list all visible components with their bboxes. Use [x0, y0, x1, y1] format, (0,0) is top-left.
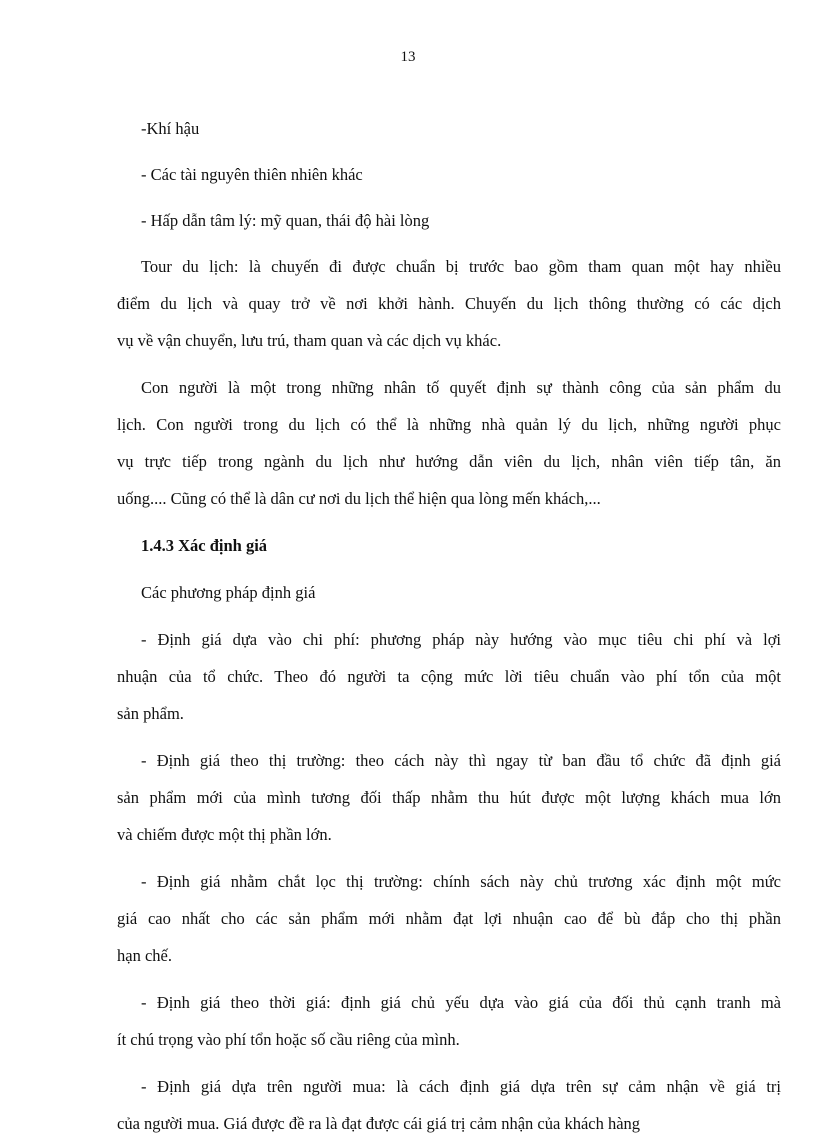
paragraph-line: sản phẩm.: [117, 704, 184, 723]
paragraph-line: Con người là một trong những nhân tố quyết định sự thành công của sản phẩm du: [141, 378, 781, 397]
paragraph-line: - Định giá dựa trên người mua: là cách định giá dựa trên sự cảm nhận về giá trị: [141, 1077, 781, 1096]
list-item-hap-dan: - Hấp dẫn tâm lý: mỹ quan, thái độ hài lòng: [141, 211, 430, 230]
paragraph-line: Tour du lịch: là chuyến đi được chuẩn bị trước bao gồm tham quan một hay nhiều: [141, 257, 781, 276]
section-heading: 1.4.3 Xác định giá: [141, 536, 268, 555]
paragraph-line: sản phẩm mới của mình tương đối thấp nhằm thu hút được một lượng khách mua lớn: [117, 788, 781, 807]
paragraph-line: nhuận của tổ chức. Theo đó người ta cộng mức lời tiêu chuẩn vào phí tổn của một: [117, 667, 781, 686]
paragraph-line: - Định giá nhằm chắt lọc thị trường: chính sách này chủ trương xác định một mức: [141, 872, 781, 891]
paragraph-line: và chiếm được một thị phần lớn.: [117, 825, 332, 844]
list-item-tai-nguyen: - Các tài nguyên thiên nhiên khác: [141, 165, 363, 184]
section-intro: Các phương pháp định giá: [141, 583, 316, 602]
paragraph-line: lịch. Con người trong du lịch có thể là những nhà quản lý du lịch, những người phục: [117, 415, 781, 434]
paragraph-chi-phi: [117, 621, 781, 732]
paragraph-line: vụ trực tiếp trong ngành du lịch như hướng dẫn viên du lịch, nhân viên tiếp tân, ăn: [117, 452, 781, 471]
paragraph-line: - Định giá theo thị trường: theo cách này thì ngay từ ban đầu tổ chức đã định giá: [141, 751, 781, 770]
paragraph-thoi-gia: [117, 984, 781, 1058]
paragraph-line: điểm du lịch và quay trở về nơi khởi hành. Chuyến du lịch thông thường có các dịch: [117, 294, 781, 313]
page-body: [117, 110, 781, 1142]
paragraph-line: uống.... Cũng có thể là dân cư nơi du lịch thể hiện qua lòng mến khách,...: [117, 489, 601, 508]
paragraph-tour: [117, 248, 781, 359]
list-item-khi-hau: -Khí hậu: [141, 119, 200, 138]
page-number: 13: [400, 49, 416, 65]
paragraph-line: hạn chế.: [117, 946, 172, 965]
paragraph-line: ít chú trọng vào phí tổn hoặc số cầu riêng của mình.: [117, 1030, 460, 1049]
paragraph-line: của người mua. Giá được đề ra là đạt được cái giá trị cảm nhận của khách hàng: [117, 1114, 641, 1133]
paragraph-thi-truong: [117, 742, 781, 853]
paragraph-con-nguoi: [117, 369, 781, 517]
paragraph-line: vụ về vận chuyển, lưu trú, tham quan và các dịch vụ khác.: [117, 331, 502, 350]
paragraph-nguoi-mua: [117, 1068, 781, 1142]
paragraph-line: - Định giá dựa vào chi phí: phương pháp này hướng vào mục tiêu chi phí và lợi: [141, 630, 781, 649]
paragraph-chat-loc: [117, 863, 781, 974]
paragraph-line: - Định giá theo thời giá: định giá chủ yếu dựa vào giá của đối thủ cạnh tranh mà: [141, 993, 781, 1012]
paragraph-line: giá cao nhất cho các sản phẩm mới nhằm đạt lợi nhuận cao để bù đắp cho thị phần: [117, 909, 781, 928]
